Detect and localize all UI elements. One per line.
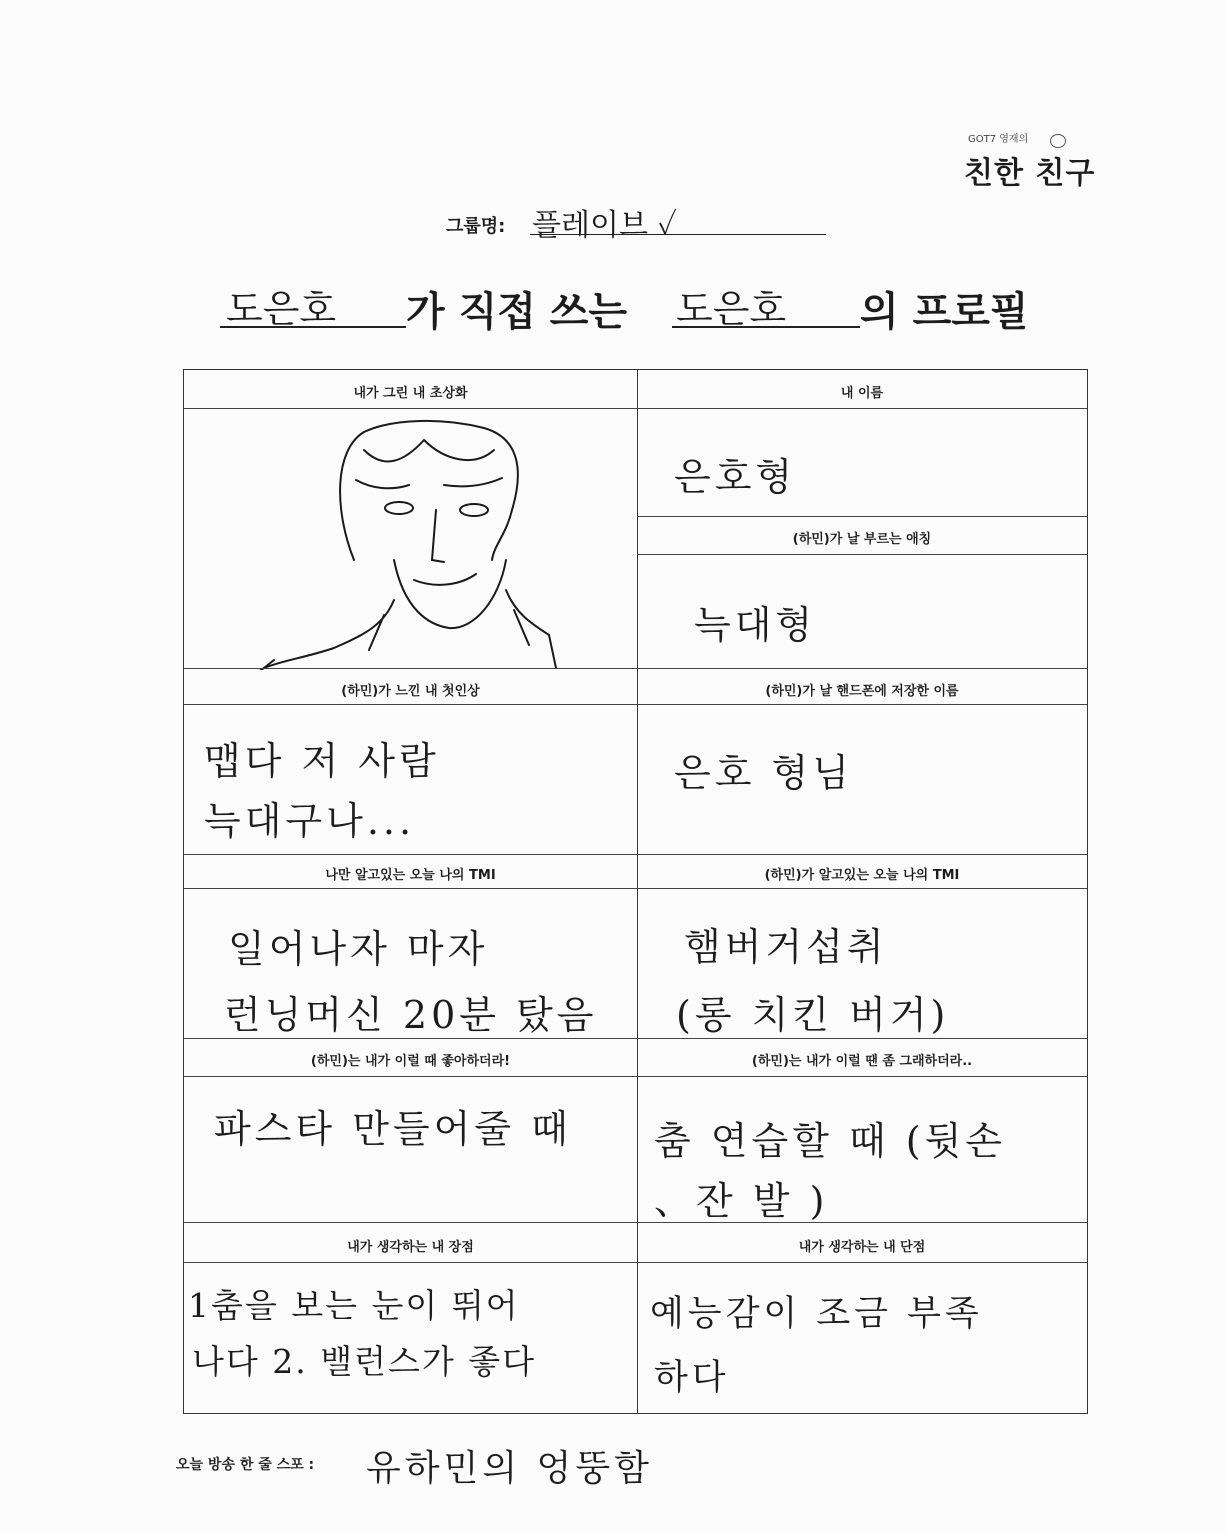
portrait-header: 내가 그린 내 초상화 <box>353 386 468 401</box>
strength-answer-line-2: 나다 2. 밸런스가 좋다 <box>192 1342 536 1381</box>
logo-title: 친한 친구 <box>964 156 1096 191</box>
name-answer: 은호형 <box>674 455 797 499</box>
nickname-answer: 늑대형 <box>694 603 817 647</box>
likes-answer: 파스타 만들어줄 때 <box>214 1107 572 1151</box>
grid-divider <box>184 888 1087 889</box>
weakness-answer-line-1: 예능감이 조금 부족 <box>650 1294 983 1334</box>
grid-divider <box>637 516 1087 517</box>
broadcast-spoiler-label: 오늘 방송 한 줄 스포 : <box>176 1457 315 1473</box>
phone-name-answer: 은호 형님 <box>674 751 853 795</box>
nickname-header: (하민)가 날 부르는 애칭 <box>792 532 932 547</box>
grid-divider <box>184 1076 1087 1077</box>
weakness-header: 내가 생각하는 내 단점 <box>798 1240 926 1255</box>
grid-divider <box>184 408 1087 409</box>
dislikes-answer-line-2: 、잔 발 ) <box>654 1179 829 1223</box>
phone-name-header: (하민)가 날 핸드폰에 저장한 이름 <box>765 684 959 699</box>
broadcast-spoiler-value: 유하민의 엉뚱함 <box>366 1448 653 1489</box>
grid-divider <box>637 554 1087 555</box>
title-underline-2 <box>672 326 860 328</box>
strength-answer-line-1: 1춤을 보는 눈이 뛰어 <box>188 1286 520 1325</box>
profile-grid <box>183 369 1088 1414</box>
strength-header: 내가 생각하는 내 장점 <box>347 1240 474 1255</box>
self-portrait-drawing <box>244 410 564 670</box>
grid-divider <box>184 1262 1087 1263</box>
title-name-fill-2: 도은호 <box>676 287 787 331</box>
group-name-value: 플레이브 ✓ <box>532 208 677 243</box>
weakness-answer-line-2: 하다 <box>654 1358 730 1398</box>
grid-divider <box>184 704 1087 705</box>
group-name-underline <box>530 234 826 235</box>
title-name-fill-1: 도은호 <box>226 287 337 331</box>
grid-divider <box>184 854 1087 855</box>
grid-center-divider <box>637 370 638 1413</box>
logo-heart-icon <box>1050 134 1066 148</box>
their-tmi-answer-line-1: 햄버거섭취 <box>684 925 888 969</box>
grid-divider <box>184 1222 1087 1223</box>
my-tmi-answer-line-1: 일어나자 마자 <box>228 927 489 971</box>
title-underline-1 <box>220 326 406 328</box>
my-tmi-header: 나만 알고있는 오늘 나의 TMI <box>325 868 496 883</box>
show-logo <box>960 128 1096 198</box>
first-impression-header: (하민)가 느낀 내 첫인상 <box>341 684 480 699</box>
name-header: 내 이름 <box>840 386 884 401</box>
grid-divider <box>184 1038 1087 1039</box>
my-tmi-answer-line-2: 런닝머신 20분 탔음 <box>224 993 598 1037</box>
first-impression-answer-line-2: 늑대구나... <box>204 799 416 843</box>
their-tmi-header: (하민)가 알고있는 오늘 나의 TMI <box>764 868 960 883</box>
title-text-1: 가 직접 쓰는 <box>406 289 628 335</box>
first-impression-answer-line-1: 맵다 저 사람 <box>204 739 440 783</box>
group-name-label: 그룹명: <box>446 216 506 237</box>
dislikes-answer-line-1: 춤 연습할 때 (뒷손 <box>654 1119 1007 1163</box>
title-text-2: 의 프로필 <box>860 289 1029 335</box>
dislikes-header: (하민)는 내가 이럴 땐 좀 그래하더라.. <box>751 1054 973 1069</box>
logo-subtitle: GOT7 영재의 <box>968 134 1029 145</box>
grid-divider <box>184 668 1087 669</box>
their-tmi-answer-line-2: (롱 치킨 버거) <box>676 993 950 1037</box>
likes-header: (하민)는 내가 이럴 때 좋아하더라! <box>310 1054 511 1069</box>
profile-title <box>220 276 1060 336</box>
